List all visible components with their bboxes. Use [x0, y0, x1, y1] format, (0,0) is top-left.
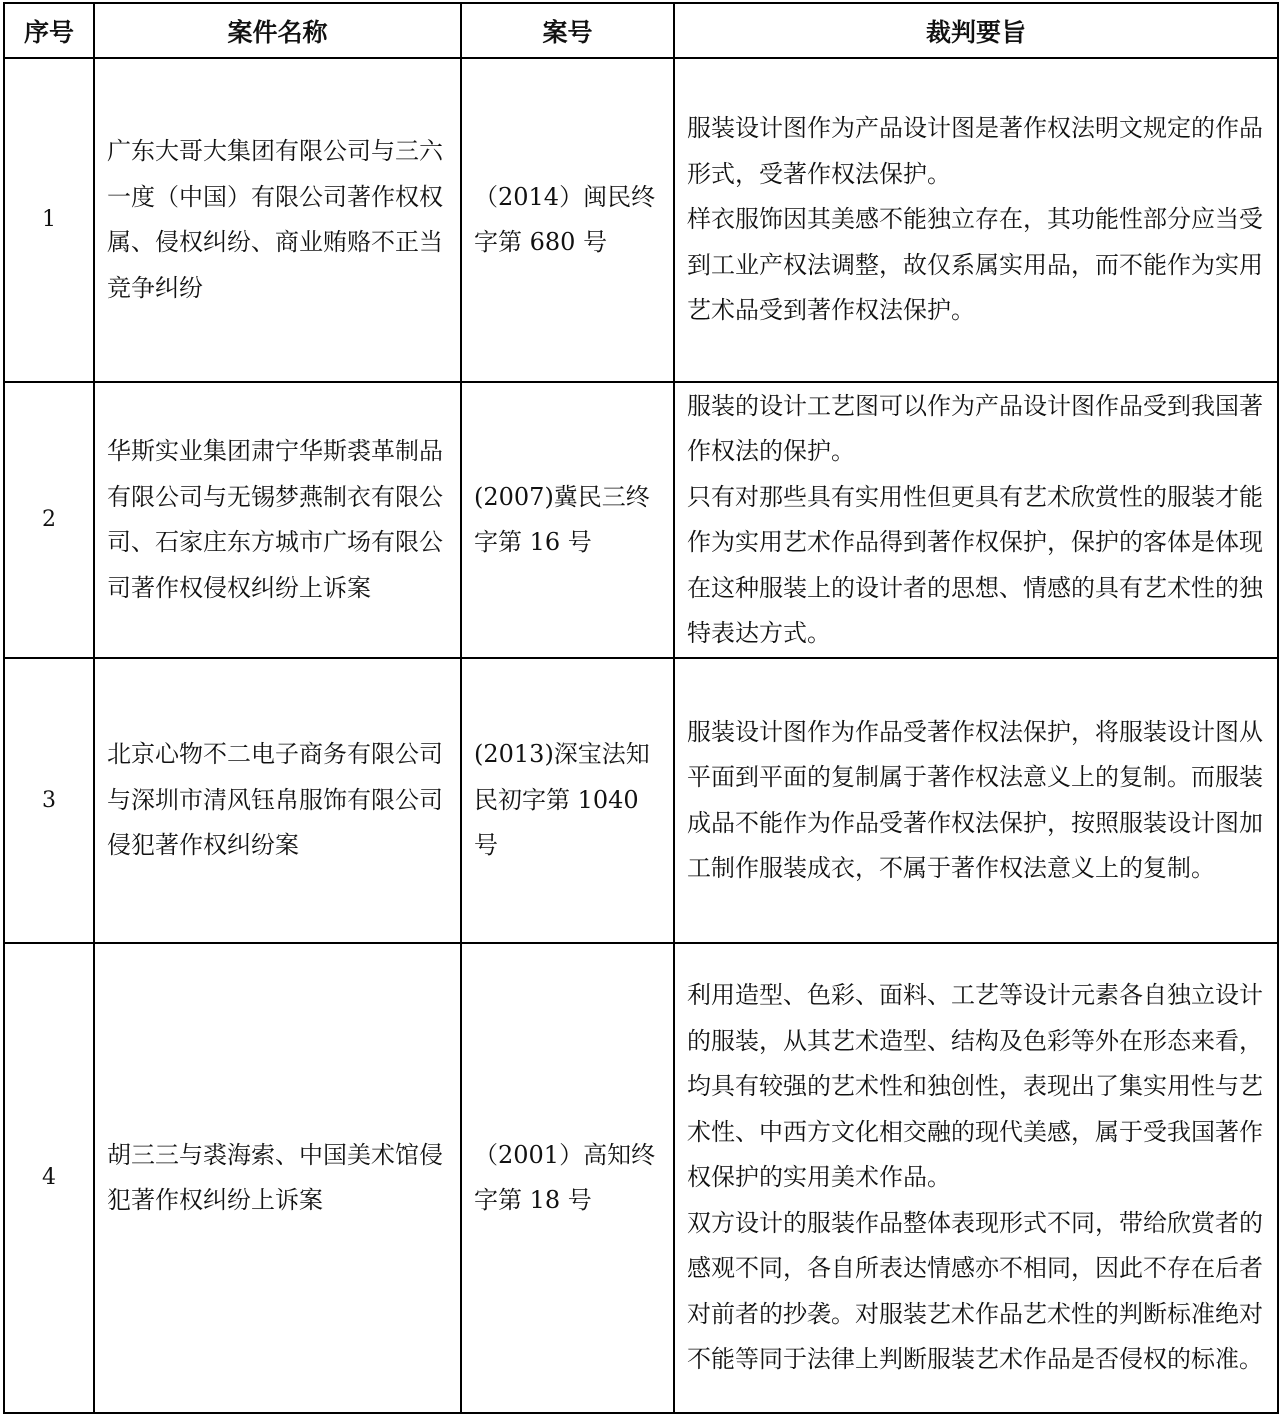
case-summary [674, 943, 1278, 1413]
header-summary: 裁判要旨 [674, 3, 1278, 58]
summary-paragraph: 利用造型、色彩、面料、工艺等设计元素各自独立设计的服装，从其艺术造型、结构及色彩等外在形态来看，均具有较强的艺术性和独创性，表现出了集实用性与艺术性、中西方文化相交融的现代美感，属于受我国著作权保护的实用美术作品。 [687, 981, 1263, 1192]
case-summary [674, 658, 1278, 943]
summary-paragraph: 样衣服饰因其美感不能独立存在，其功能性部分应当受到工业产权法调整，故仅系属实用品，而不能作为实用艺术品受到著作权法保护。 [687, 205, 1263, 325]
case-number: （2014）闽民终字第 680 号 [461, 58, 674, 382]
row-no: 3 [4, 658, 94, 943]
header-case-number: 案号 [461, 3, 674, 58]
case-name: 北京心物不二电子商务有限公司与深圳市清风钰帛服饰有限公司侵犯著作权纠纷案 [94, 658, 461, 943]
case-summary [674, 382, 1278, 658]
case-name: 广东大哥大集团有限公司与三六一度（中国）有限公司著作权权属、侵权纠纷、商业贿赂不正当竞争纠纷 [94, 58, 461, 382]
table-header-row [4, 3, 1278, 58]
case-number: （2001）高知终字第 18 号 [461, 943, 674, 1413]
row-no: 2 [4, 382, 94, 658]
header-case-name: 案件名称 [94, 3, 461, 58]
summary-paragraph: 服装设计图作为作品受著作权法保护，将服装设计图从平面到平面的复制属于著作权法意义上的复制。而服装成品不能作为作品受著作权法保护，按照服装设计图加工制作服装成衣，不属于著作权法意义上的复制。 [687, 717, 1263, 882]
row-no: 4 [4, 943, 94, 1413]
case-name: 华斯实业集团肃宁华斯裘革制品有限公司与无锡梦燕制衣有限公司、石家庄东方城市广场有限公司著作权侵权纠纷上诉案 [94, 382, 461, 658]
table-row [4, 382, 1278, 658]
summary-paragraph: 双方设计的服装作品整体表现形式不同，带给欣赏者的感观不同，各自所表达情感亦不相同，因此不存在后者对前者的抄袭。对服装艺术作品艺术性的判断标准绝对不能等同于法律上判断服装艺术作品是否侵权的标准。 [687, 1208, 1263, 1374]
case-number: (2007)冀民三终字第 16 号 [461, 382, 674, 658]
summary-paragraph: 服装设计图作为产品设计图是著作权法明文规定的作品形式，受著作权法保护。 [687, 114, 1263, 188]
header-no: 序号 [4, 3, 94, 58]
case-table [3, 2, 1279, 1414]
case-name: 胡三三与裘海索、中国美术馆侵犯著作权纠纷上诉案 [94, 943, 461, 1413]
row-no: 1 [4, 58, 94, 382]
table-row [4, 58, 1278, 382]
summary-paragraph: 服装的设计工艺图可以作为产品设计图作品受到我国著作权法的保护。 [687, 391, 1263, 465]
case-number: (2013)深宝法知民初字第 1040 号 [461, 658, 674, 943]
table-row [4, 658, 1278, 943]
summary-paragraph: 只有对那些具有实用性但更具有艺术欣赏性的服装才能作为实用艺术作品得到著作权保护，保护的客体是体现在这种服装上的设计者的思想、情感的具有艺术性的独特表达方式。 [687, 482, 1263, 647]
case-summary [674, 58, 1278, 382]
table-row [4, 943, 1278, 1413]
